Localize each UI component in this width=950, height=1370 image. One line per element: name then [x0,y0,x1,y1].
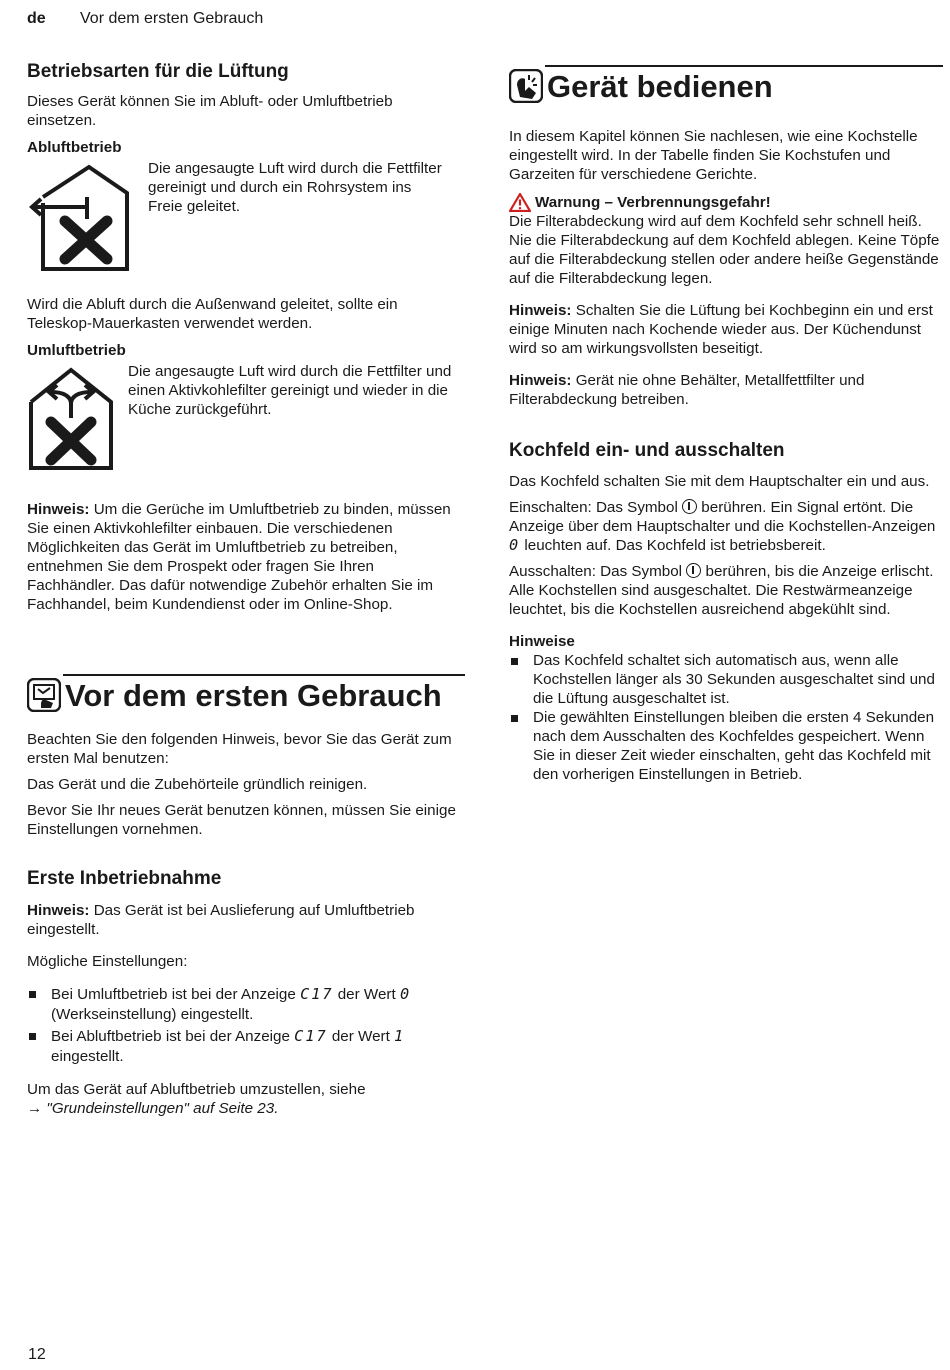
hint-text: Um die Gerüche im Umluftbetrieb zu binden, müssen Sie einen Aktivkohlefilter einbauen. Die verschiedenen Möglichkeiten das Gerät im Umluftbetrieb zu betreiben, entnehmen Sie dem Prospekt oder fragen Sie Ihren Fachhändler. Das dafür notwendige Zubehör erhalten Sie im Fachhandel, beim Kundendienst oder im Online-Shop. [27,501,451,613]
ventilation-heading: Betriebsarten für die Lüftung [27,61,289,82]
arrow-icon: → [27,1100,43,1117]
power-symbol-icon [682,499,697,514]
warning-block [509,193,943,288]
power-symbol-icon [686,563,701,578]
exhaust-heading: Abluftbetrieb [27,139,122,156]
recirculation-block [27,362,465,486]
warning-icon [509,193,531,212]
first-use-p3: Bevor Sie Ihr neues Gerät benutzen können, müssen Sie einige Einstellungen vornehmen. [27,802,456,838]
settings-label: Mögliche Einstellungen: [27,953,188,970]
recirculation-hint [27,500,465,614]
recirculation-mode-icon [27,366,115,472]
hint-label: Hinweis: [509,302,572,319]
cross-reference-link[interactable]: "Grundeinstellungen" auf Seite 23. [46,1100,279,1117]
settings-list [27,984,465,1067]
first-use-p2: Das Gerät und die Zubehörteile gründlich reinigen. [27,776,368,793]
recirculation-heading: Umluftbetrieb [27,342,126,359]
first-use-chapter-icon [27,678,61,712]
display-value: 0 [509,536,521,554]
display-value: 0 [399,985,412,1003]
hint-text: Gerät nie ohne Behälter, Metallfettfilter und Filterabdeckung betreiben. [509,372,865,408]
display-value: 1 [394,1027,406,1045]
ventilation-intro: Dieses Gerät können Sie im Abluft- oder Umluftbetrieb einsetzen. [27,93,393,129]
operate-device-chapter-icon [509,69,543,103]
list-item: Bei Abluftbetrieb ist bei der Anzeige C17 der Wert 1 eingestellt. [27,1026,465,1067]
header-language: de [27,10,46,27]
cooktop-heading: Kochfeld ein- und ausschalten [509,440,785,461]
first-use-p1: Beachten Sie den folgenden Hinweis, bevor Sie das Gerät zum ersten Mal benutzen: [27,731,452,767]
first-commissioning-hint [27,901,465,939]
list-item: Die gewählten Einstellungen bleiben die ersten 4 Sekunden nach dem Ausschalten des Kochfeldes gespeichert. Wenn Sie in dieser Zeit wieder einschalten, geht das Kochfeld mit den vorherigen Einstellungen in Betrieb. [509,708,943,784]
header-section-title: Vor dem ersten Gebrauch [80,10,264,27]
operate-hint-1 [509,301,943,358]
left-column [27,58,465,1118]
list-item: Bei Umluftbetrieb ist bei der Anzeige C17 der Wert 0 (Werkseinstellung) eingestellt. [27,984,465,1025]
cooktop-intro: Das Kochfeld schalten Sie mit dem Hauptschalter ein und aus. [509,473,930,490]
hint-text: Schalten Sie die Lüftung bei Kochbeginn ein und erst einige Minuten nach Kochende wieder aus. Der Küchendunst wird so am wirkungsvollsten beseitigt. [509,302,933,357]
display-code: C17 [294,1027,328,1045]
switch-on-text: Einschalten: Das Symbol berühren. Ein Signal ertönt. Die Anzeige über dem Hauptschalter und die Kochstellen-Anzeigen 0 leuchten auf. Das Kochfeld ist betriebsbereit. [509,499,936,554]
display-code: C17 [300,985,334,1003]
page-number: 12 [28,1346,46,1363]
exhaust-note: Wird die Abluft durch die Außenwand geleitet, sollte ein Teleskop-Mauerkasten verwendet werden. [27,296,398,332]
first-use-chapter-title: Vor dem ersten Gebrauch [65,678,442,713]
chapter-operate-device [509,65,943,111]
notes-list [509,651,943,784]
operate-hint-2 [509,371,943,409]
right-column [509,58,943,784]
warning-text: Die Filterabdeckung wird auf dem Kochfeld sehr schnell heiß. Nie die Filterabdeckung auf dem Kochfeld ablegen. Keine Töpfe auf die Filterabdeckung stellen oder andere heiße Gegenstände auf die Filterabdeckung legen. [509,213,940,287]
hint-label: Hinweis: [27,501,90,518]
notes-heading: Hinweise [509,633,575,650]
operate-device-chapter-title: Gerät bedienen [547,69,773,104]
chapter-first-use [27,674,465,720]
switch-off-text: Ausschalten: Das Symbol berühren, bis die Anzeige erlischt. Alle Kochstellen sind ausgeschaltet. Die Restwärmeanzeige leuchtet, bis die Kochstellen ausreichend abgekühlt sind. [509,563,934,618]
switch-mode-text: Um das Gerät auf Abluftbetrieb umzustellen, siehe → "Grundeinstellungen" auf Seite 23. [27,1081,366,1117]
recirculation-text: Die angesaugte Luft wird durch die Fettfilter und einen Aktivkohlefilter gereinigt und wieder in die Küche zurückgeführt. [128,363,452,418]
hint-label: Hinweis: [27,902,90,919]
exhaust-mode-icon [27,163,133,275]
warning-title: Warnung – Verbrennungsgefahr! [535,194,771,211]
list-item: Das Kochfeld schaltet sich automatisch aus, wenn alle Kochstellen länger als 30 Sekunden ausgeschaltet sind und die Lüftung ausgeschaltet ist. [509,651,943,708]
hint-text: Das Gerät ist bei Auslieferung auf Umluftbetrieb eingestellt. [27,902,415,938]
exhaust-text: Die angesaugte Luft wird durch die Fettfilter gereinigt und durch ein Rohrsystem ins Freie geleitet. [148,160,442,215]
first-commissioning-heading: Erste Inbetriebnahme [27,868,222,889]
exhaust-block [27,159,465,287]
hint-label: Hinweis: [509,372,572,389]
operate-intro: In diesem Kapitel können Sie nachlesen, wie eine Kochstelle eingestellt wird. In der Tabelle finden Sie Kochstufen und Garzeiten für verschiedene Gerichte. [509,128,918,183]
